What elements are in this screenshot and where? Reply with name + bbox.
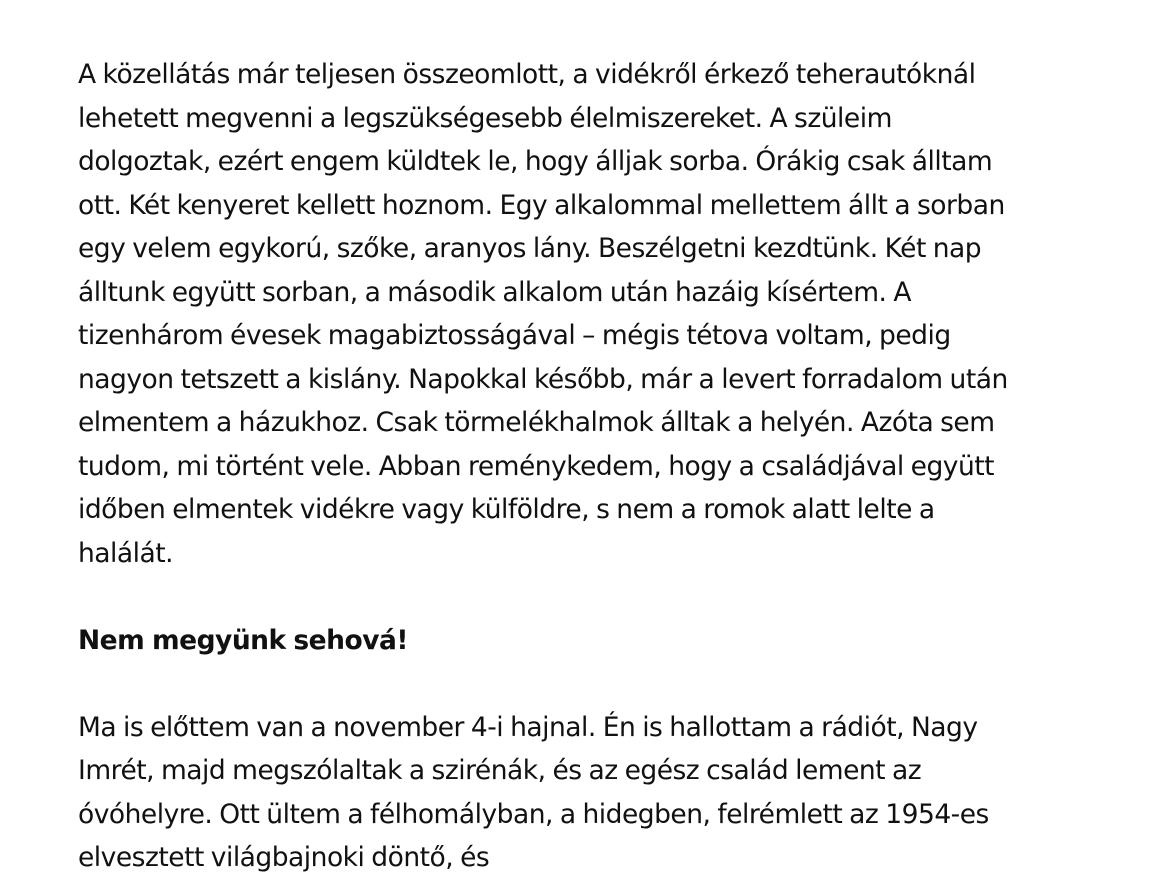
paragraph-spacer xyxy=(78,662,1118,706)
section-heading: Nem megyünk sehová! xyxy=(78,624,408,656)
article-body xyxy=(78,53,1118,880)
paragraph-november-4: Ma is előttem van a november 4-i hajnal. Én is hallottam a rádiót, Nagy Imrét, majd megszólaltak a szirénák, és az egész család lement az óvóhelyre. Ott ültem a félhomályban, a hidegben, felrémlett az 1954-es elvesztett világbajnoki döntő, és xyxy=(78,711,989,873)
paragraph-spacer xyxy=(78,575,1118,619)
paragraph-sorban-allas: A közellátás már teljesen összeomlott, a vidékről érkező teherautóknál lehetett megvenni a legszükségesebb élelmiszereket. A szüleim dolgoztak, ezért engem küldtek le, hogy álljak sorba. Órákig csak álltam ott. Két kenyeret kellett hoznom. Egy alkalommal mellettem állt a sorban egy velem egykorú, szőke, aranyos lány. Beszélgetni kezdtünk. Két nap álltunk együtt sorban, a második alkalom után hazáig kísértem. A tizenhárom évesek magabiztosságával – mégis tétova voltam, pedig nagyon tetszett a kislány. Napokkal később, már a levert forradalom után elmentem a házukhoz. Csak törmelékhalmok álltak a helyén. Azóta sem tudom, mi történt vele. Abban reménykedem, hogy a családjával együtt időben elmentek vidékre vagy külföldre, s nem a romok alatt lelte a halálát. xyxy=(78,59,1008,569)
